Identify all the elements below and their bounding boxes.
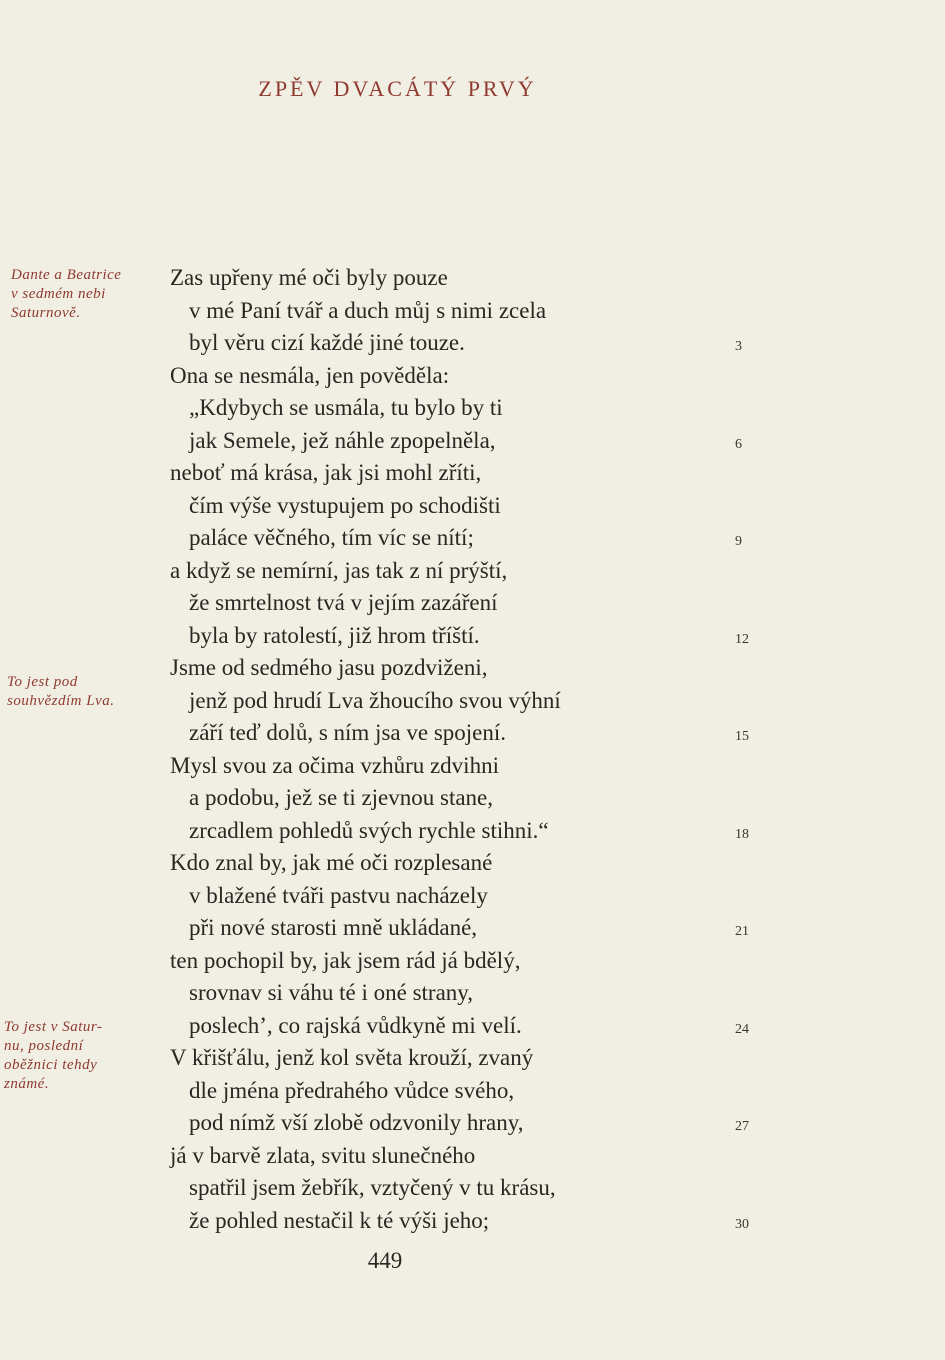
line-number: 21 (735, 924, 749, 939)
line-number: 9 (735, 534, 742, 549)
line-number: 12 (735, 631, 749, 647)
verse-text: že pohled nestačil k té výši jeho; (189, 1207, 490, 1233)
margin-note-line: Saturnově. (11, 305, 81, 321)
verse-line (170, 360, 770, 393)
line-number: 3 (735, 339, 742, 354)
verse-text: poslech’, co rajská vůdkyně mi velí. (189, 1012, 522, 1038)
line-number: 6 (735, 436, 742, 452)
verse-text: jenž pod hrudí Lva žhoucího svou výhní (189, 687, 561, 713)
verse-text: já v barvě zlata, svitu slunečného (170, 1142, 476, 1168)
verse-text: v mé Paní tvář a duch můj s nimi zcela (189, 297, 547, 323)
verse-text: V křišťálu, jenž kol světa krouží, zvaný (170, 1045, 534, 1070)
verse-line (170, 847, 770, 880)
verse-line (170, 522, 770, 555)
verse-line (170, 587, 770, 620)
verse-text: Zas upřeny mé oči byly pouze (170, 265, 448, 290)
margin-note-3 (4, 1018, 102, 1094)
verse-line (170, 880, 770, 913)
margin-note-line: známé. (4, 1076, 50, 1092)
page-number: 449 (367, 1248, 403, 1273)
verse-text: v blažené tváři pastvu nacházely (189, 882, 488, 908)
verse-text: paláce věčného, tím víc se nítí; (189, 525, 474, 550)
verse-text: čím výše vystupujem po schodišti (189, 492, 501, 518)
line-number: 30 (735, 1216, 749, 1232)
verse-line (170, 717, 770, 750)
margin-note-1 (11, 266, 121, 323)
margin-note-line: souhvězdím Lva. (7, 693, 115, 709)
verse-line (170, 977, 770, 1010)
verse-line (170, 1140, 770, 1173)
verse-line (170, 490, 770, 523)
verse-text: září teď dolů, s ním jsa ve spojení. (189, 720, 507, 745)
verse-text: Jsme od sedmého jasu pozdviženi, (170, 655, 488, 680)
verse-text: a když se nemírní, jas tak z ní prýští, (170, 557, 508, 583)
verse-text: dle jména předrahého vůdce svého, (189, 1077, 515, 1103)
line-number: 15 (735, 729, 749, 744)
verse-line (170, 457, 770, 490)
verse-text: ten pochopil by, jak jsem rád já bdělý, (170, 947, 521, 973)
canto-heading: ZPĚV DVACÁTÝ PRVÝ (258, 76, 537, 101)
verse-line (170, 750, 770, 783)
margin-note-line: nu, poslední (4, 1038, 84, 1054)
verse-text: Ona se nesmála, jen pověděla: (170, 362, 450, 388)
verse-line (170, 392, 770, 425)
verse-line (170, 425, 770, 458)
verse-line (170, 1010, 770, 1043)
verse-line (170, 295, 770, 328)
verse-line (170, 1075, 770, 1108)
verse-line (170, 652, 770, 685)
line-number: 24 (735, 1021, 749, 1037)
verse-text: spatřil jsem žebřík, vztyčený v tu krásu, (189, 1175, 556, 1200)
verse-text: zrcadlem pohledů svých rychle stihni.“ (189, 817, 549, 843)
verse-text: že smrtelnost tvá v jejím zazáření (189, 590, 498, 615)
verse-line (170, 327, 770, 360)
verse-text: neboť má krása, jak jsi mohl zříti, (170, 460, 482, 485)
margin-note-2 (7, 673, 115, 711)
verse-text: byl věru cizí každé jiné touze. (189, 330, 465, 355)
verse-line (170, 912, 770, 945)
verse-line (170, 262, 770, 295)
verse-text: jak Semele, jež náhle zpopelněla, (189, 427, 496, 453)
margin-note-line: To jest v Satur- (4, 1019, 103, 1035)
line-number: 18 (735, 826, 749, 842)
verse-line (170, 1042, 770, 1075)
line-number: 27 (735, 1119, 749, 1134)
verse-text: pod nímž vší zlobě odzvonily hrany, (189, 1110, 524, 1135)
margin-note-line: To jest pod (7, 674, 78, 690)
verse-block (170, 262, 770, 1237)
verse-line (170, 685, 770, 718)
verse-line (170, 620, 770, 653)
verse-text: „Kdybych se usmála, tu bylo by ti (189, 395, 503, 420)
margin-note-line: v sedmém nebi (11, 286, 106, 302)
verse-line (170, 945, 770, 978)
verse-line (170, 782, 770, 815)
verse-line (170, 815, 770, 848)
verse-text: a podobu, jež se ti zjevnou stane, (189, 785, 494, 810)
verse-line (170, 1205, 770, 1238)
margin-note-line: Dante a Beatrice (11, 267, 122, 283)
verse-text: Mysl svou za očima vzhůru zdvihni (170, 752, 499, 778)
margin-note-line: oběžnici tehdy (4, 1057, 98, 1073)
verse-text: byla by ratolestí, již hrom tříští. (189, 622, 480, 648)
verse-text: srovnav si váhu té i oné strany, (189, 980, 474, 1005)
verse-text: při nové starosti mně ukládané, (189, 915, 478, 940)
verse-text: Kdo znal by, jak mé oči rozplesané (170, 850, 493, 875)
verse-line (170, 1172, 770, 1205)
verse-line (170, 555, 770, 588)
verse-line (170, 1107, 770, 1140)
